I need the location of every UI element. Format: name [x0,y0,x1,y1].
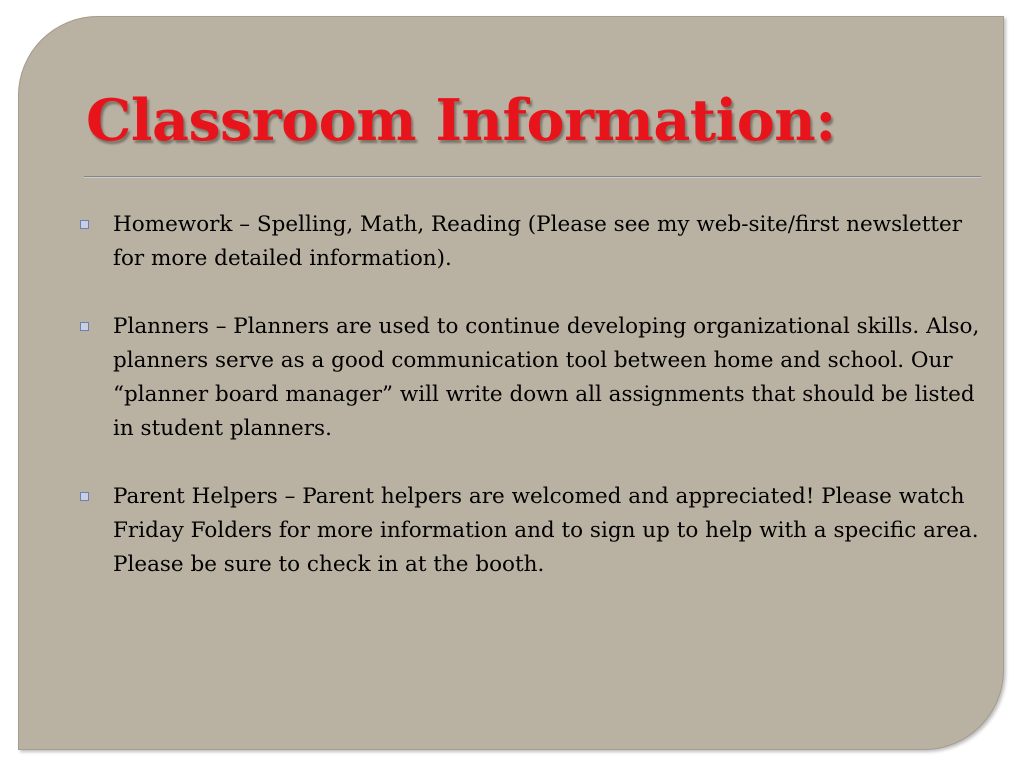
bullet-item-planners [78,310,990,446]
slide-frame [18,16,1004,750]
title-divider [84,176,981,178]
bullet-text-parent-helpers: Parent Helpers – Parent helpers are welcomed and appreciated! Please watch Friday Folders for more information and to sign up to help with a specific area. Please be sure to check in at the booth. [113,484,979,577]
bullet-text-planners: Planners – Planners are used to continue developing organizational skills. Also, planners serve as a good communication tool between home and school. Our “planner board manager” will write down all assignments that should be listed in student planners. [113,314,980,441]
square-bullet-icon [80,492,90,502]
square-bullet-icon [80,322,90,332]
bullet-item-homework [78,208,990,276]
bullet-item-parent-helpers [78,480,990,582]
bullet-text-homework: Homework – Spelling, Math, Reading (Please see my web-site/first newsletter for more detailed information). [113,212,963,271]
bullet-list [78,208,990,616]
square-bullet-icon [80,220,90,230]
slide-title: Classroom Information: [86,87,836,154]
